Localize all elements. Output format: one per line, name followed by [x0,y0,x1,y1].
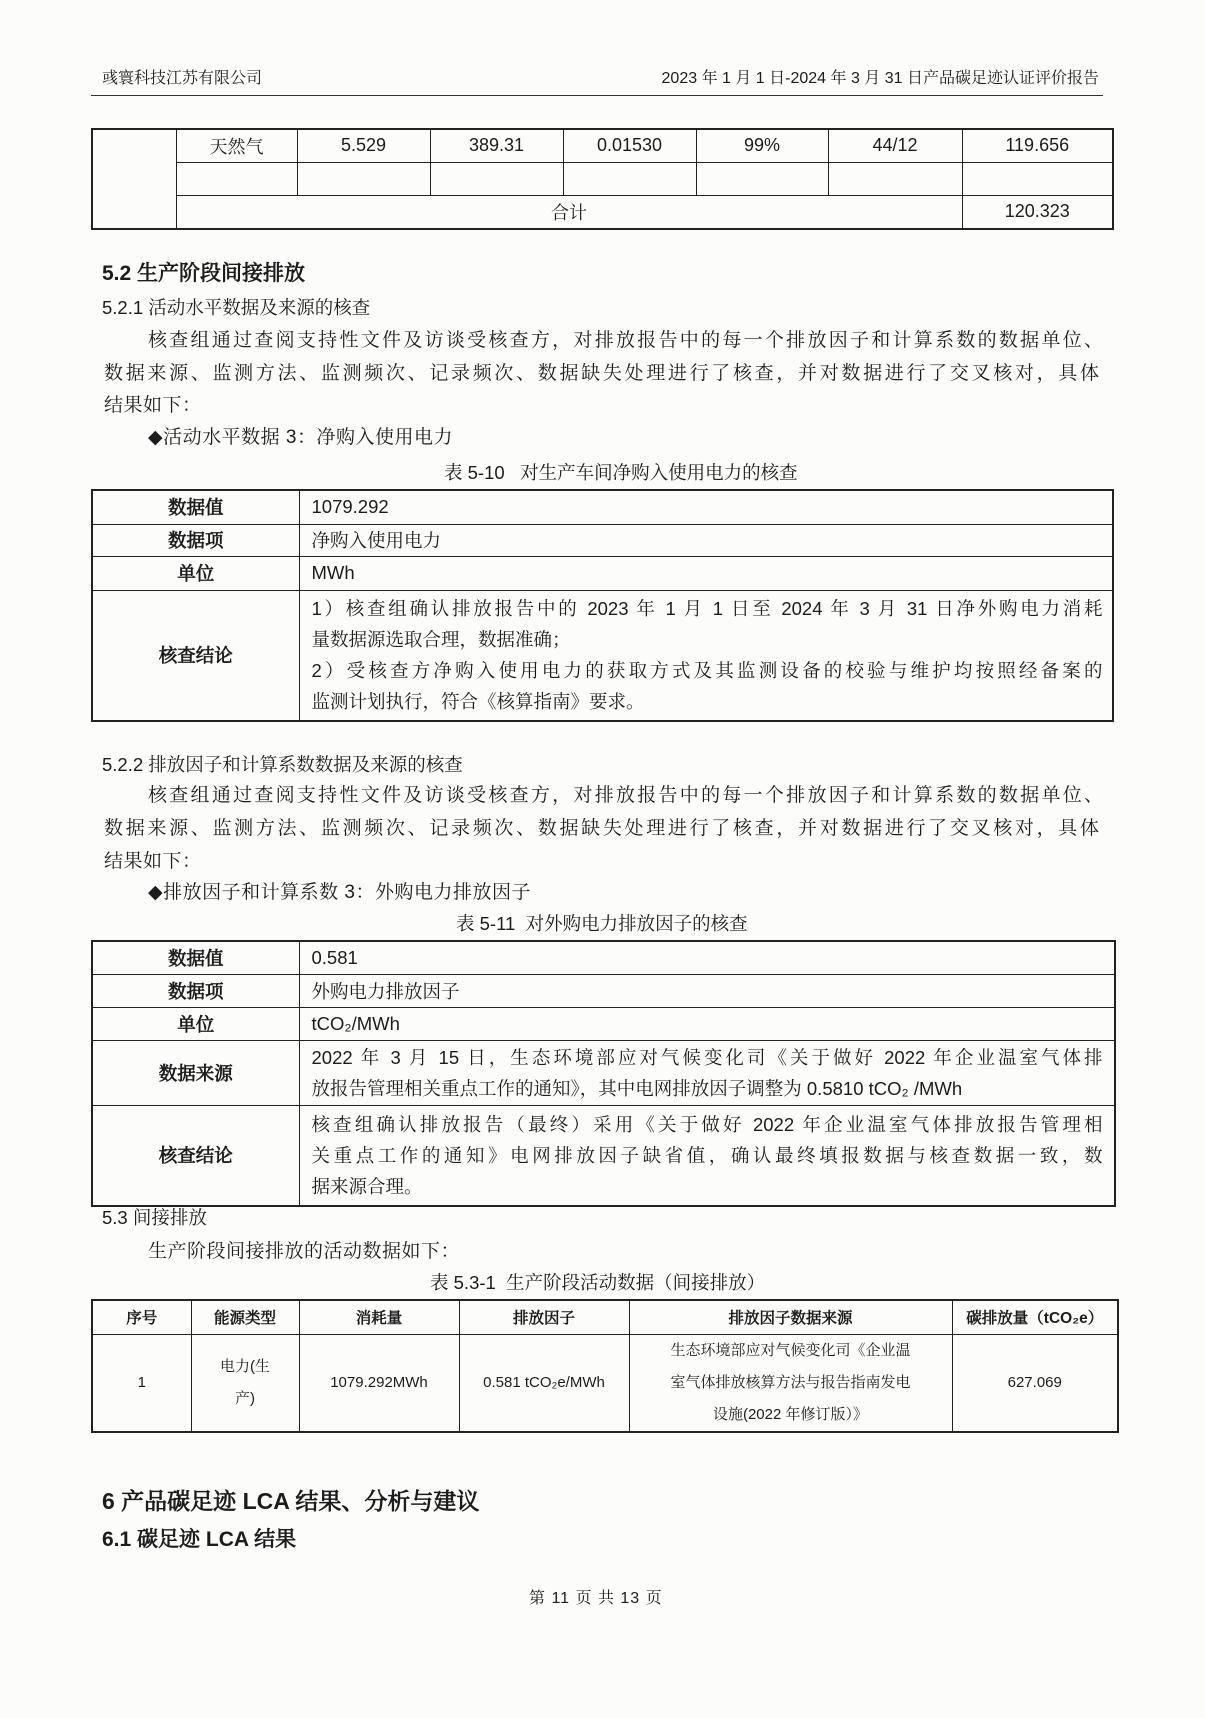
emission-cell: 627.069 [952,1334,1118,1432]
paragraph-line: 核查组通过查阅支持性文件及访谈受核查方，对排放报告中的每一个排放因子和计算系数的数据单位、 [148,330,1103,351]
paragraph-line: 结果如下： [104,395,202,416]
conclusion-line: 核查组确认排放报告（最终）采用《关于做好 2022 年企业温室气体排放报告管理相 [311,1113,1103,1135]
table-cell: 0.01530 [563,129,696,162]
page-number: 第 11 页 共 13 页 [529,1590,663,1607]
intro-text: 生产阶段间接排放的活动数据如下： [148,1241,461,1262]
column-header: 碳排放量（tCO₂e） [952,1300,1118,1334]
empty-cell [176,162,297,195]
conclusion-line: 量数据源选取合理，数据准确； [311,629,571,651]
energy-type-cell [191,1334,299,1432]
column-header: 能源类型 [191,1300,299,1334]
data-source-cell [299,1040,1115,1105]
column-header: 排放因子 [459,1300,629,1334]
source-line: 2022 年 3 月 15 日，生态环境部应对气候变化司《关于做好 2022 年企业温室气体排 [311,1046,1103,1068]
section-heading-6: 6 产品碳足迹 LCA 结果、分析与建议 [102,1488,480,1514]
total-label-cell: 合计 [176,195,962,229]
row-label: 数据值 [92,490,299,524]
empty-cell [696,162,828,195]
source-line: 生态环境部应对气候变化司《企业温 [670,1341,911,1359]
conclusion-cell [299,590,1113,721]
column-header: 消耗量 [299,1300,459,1334]
column-header: 排放因子数据来源 [629,1300,952,1334]
company-name: 彧寰科技江苏有限公司 [102,70,263,87]
fuel-type-cell: 天然气 [176,129,297,162]
consumption-cell: 1079.292MWh [299,1334,459,1432]
subsection-heading-6-1: 6.1 碳足迹 LCA 结果 [102,1528,297,1551]
unit-cell: tCO₂/MWh [299,1007,1115,1040]
row-label: 数据值 [92,941,299,974]
column-header: 序号 [92,1300,191,1334]
empty-cell [563,162,696,195]
row-label: 单位 [92,556,299,590]
bullet-item: ◆活动水平数据 3：净购入使用电力 [148,427,453,448]
emission-summary-table [91,128,1114,230]
table-cell: 99% [696,129,828,162]
bullet-item: ◆排放因子和计算系数 3：外购电力排放因子 [148,882,531,903]
table-5-11 [91,940,1116,1207]
table-cell: 5.529 [297,129,430,162]
conclusion-line: 关重点工作的通知》电网排放因子缺省值，确认最终填报数据与核查数据一致，数 [311,1144,1103,1166]
report-title: 2023 年 1 月 1 日-2024 年 3 月 31 日产品碳足迹认证评价报告 [661,70,1099,87]
conclusion-line: 1）核查组确认排放报告中的 2023 年 1 月 1 日至 2024 年 3 月 31 日净外购电力消耗 [311,598,1103,620]
conclusion-line: 2）受核查方净购入使用电力的获取方式及其监测设备的校验与维护均按照经备案的 [311,660,1103,682]
paragraph-line: 数据来源、监测方法、监测频次、记录频次、数据缺失处理进行了核查，并对数据进行了交叉核对，具体 [104,818,1099,839]
total-value-cell: 120.323 [962,195,1113,229]
paragraph-line: 核查组通过查阅支持性文件及访谈受核查方，对排放报告中的每一个排放因子和计算系数的数据单位、 [148,785,1103,806]
header-divider [91,95,1103,96]
data-item-cell: 净购入使用电力 [299,524,1113,556]
conclusion-line: 据来源合理。 [311,1175,423,1197]
row-label: 数据项 [92,524,299,556]
index-cell: 1 [92,1334,191,1432]
source-line: 室气体排放核算方法与报告指南发电 [670,1373,911,1391]
energy-type-line: 电力(生 [220,1357,270,1375]
data-value-cell: 1079.292 [299,490,1113,524]
table-cell: 389.31 [430,129,563,162]
conclusion-cell [299,1105,1115,1206]
paragraph-line: 数据来源、监测方法、监测频次、记录频次、数据缺失处理进行了核查，并对数据进行了交叉核对，具体 [104,363,1099,384]
empty-cell [962,162,1113,195]
unit-cell: MWh [299,556,1113,590]
emission-value-cell: 119.656 [962,129,1113,162]
row-label: 核查结论 [92,1105,299,1206]
factor-cell: 0.581 tCO₂e/MWh [459,1334,629,1432]
data-value-cell: 0.581 [299,941,1115,974]
row-label: 数据来源 [92,1040,299,1105]
data-item-cell: 外购电力排放因子 [299,974,1115,1007]
row-label: 核查结论 [92,590,299,721]
table-5-10 [91,489,1114,722]
paragraph-line: 结果如下： [104,851,202,872]
row-label: 单位 [92,1007,299,1040]
table-5-3-1 [91,1299,1119,1433]
source-line: 放报告管理相关重点工作的通知》，其中电网排放因子调整为 0.5810 tCO₂ /MWh [311,1077,963,1099]
energy-type-line: 产) [235,1389,255,1407]
empty-cell [828,162,962,195]
table-caption: 表 5-11 对外购电力排放因子的核查 [456,913,748,934]
empty-cell [297,162,430,195]
empty-cell [430,162,563,195]
row-label: 数据项 [92,974,299,1007]
table-caption: 表 5.3-1 生产阶段活动数据（间接排放） [430,1272,766,1293]
factor-source-cell [629,1334,952,1432]
subsection-heading-5-2-2: 5.2.2 排放因子和计算系数数据及来源的核查 [102,754,463,775]
merged-blank-cell [92,129,176,229]
table-caption: 表 5-10 对生产车间净购入使用电力的核查 [444,462,798,483]
subsection-heading-5-2-1: 5.2.1 活动水平数据及来源的核查 [102,297,371,318]
conclusion-line: 监测计划执行，符合《核算指南》要求。 [311,691,645,713]
source-line: 设施(2022 年修订版）》 [712,1405,869,1423]
table-cell: 44/12 [828,129,962,162]
section-heading-5-2: 5.2 生产阶段间接排放 [102,262,306,285]
section-heading-5-3: 5.3 间接排放 [102,1207,207,1228]
